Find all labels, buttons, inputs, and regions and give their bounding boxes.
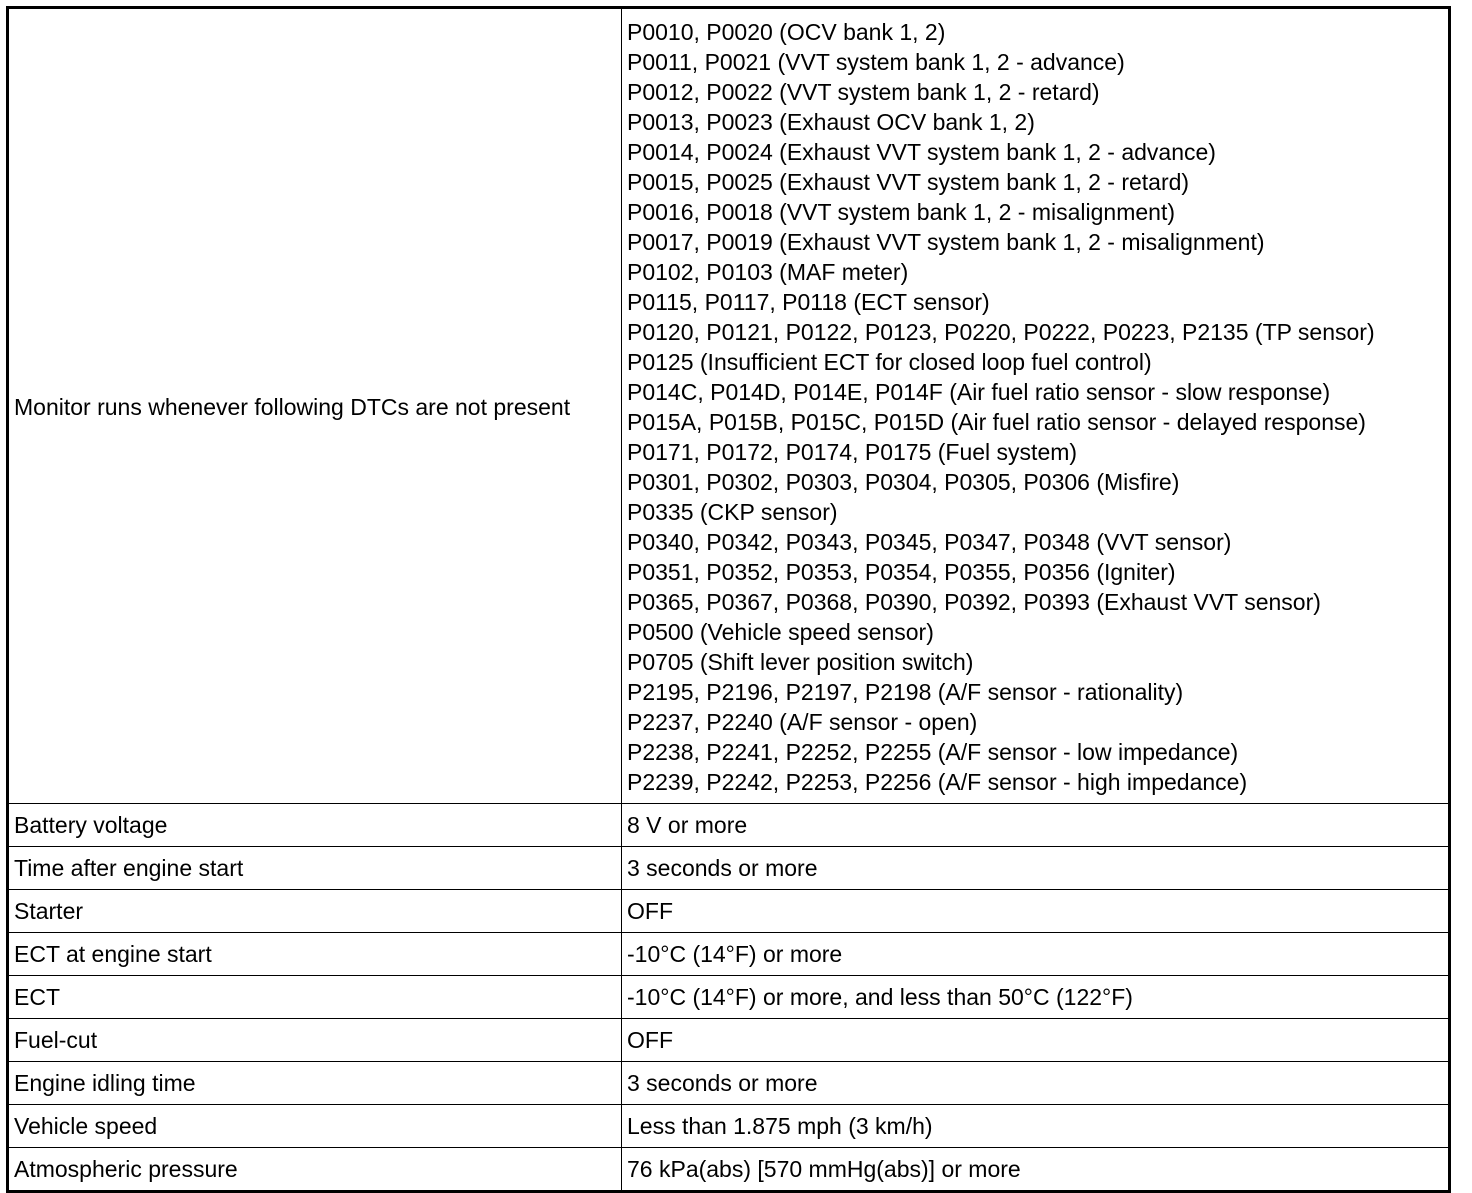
monitor-conditions-table [6,6,1451,1193]
dtc-list-item: P2238, P2241, P2252, P2255 (A/F sensor - low impedance) [627,739,1239,765]
dtc-list-item: P0014, P0024 (Exhaust VVT system bank 1, 2 - advance) [627,139,1216,165]
table-row [8,1019,1450,1062]
row-value-fuel-cut: OFF [622,1019,1450,1062]
dtc-list-item: P015A, P015B, P015C, P015D (Air fuel ratio sensor - delayed response) [627,409,1366,435]
conditions-table-container [6,6,1448,1180]
dtc-list-item: P0125 (Insufficient ECT for closed loop fuel control) [627,349,1152,375]
row-value-vehicle-speed: Less than 1.875 mph (3 km/h) [622,1105,1450,1148]
row-label-ect-at-start: ECT at engine start [8,933,622,976]
dtc-list-item: P0102, P0103 (MAF meter) [627,259,909,285]
dtc-list-item: P0016, P0018 (VVT system bank 1, 2 - misalignment) [627,199,1176,225]
table-row [8,847,1450,890]
row-label-atmospheric-pressure: Atmospheric pressure [8,1148,622,1192]
dtc-list-item: P0011, P0021 (VVT system bank 1, 2 - advance) [627,49,1125,75]
row-value-ect-at-start: -10°C (14°F) or more [622,933,1450,976]
row-label-ect: ECT [8,976,622,1019]
dtc-list-item: P2237, P2240 (A/F sensor - open) [627,709,978,735]
table-row [8,804,1450,847]
dtc-list-item: P0017, P0019 (Exhaust VVT system bank 1, 2 - misalignment) [627,229,1265,255]
row-value-battery-voltage: 8 V or more [622,804,1450,847]
dtc-list-item: P0115, P0117, P0118 (ECT sensor) [627,289,990,315]
row-label-engine-idling-time: Engine idling time [8,1062,622,1105]
dtc-list-item: P0012, P0022 (VVT system bank 1, 2 - retard) [627,79,1100,105]
dtc-condition-label: Monitor runs whenever following DTCs are not present [8,8,622,804]
row-label-starter: Starter [8,890,622,933]
dtc-list-item: P2195, P2196, P2197, P2198 (A/F sensor - rationality) [627,679,1184,705]
row-value-engine-idling-time: 3 seconds or more [622,1062,1450,1105]
dtc-list-item: P0335 (CKP sensor) [627,499,838,525]
dtc-list-item: P0301, P0302, P0303, P0304, P0305, P0306 (Misfire) [627,469,1180,495]
dtc-list-item: P0705 (Shift lever position switch) [627,649,974,675]
dtc-list-item: P0120, P0121, P0122, P0123, P0220, P0222, P0223, P2135 (TP sensor) [627,319,1375,345]
table-row [8,976,1450,1019]
dtc-list-item: P2239, P2242, P2253, P2256 (A/F sensor - high impedance) [627,769,1248,795]
row-label-battery-voltage: Battery voltage [8,804,622,847]
dtc-list-item: P014C, P014D, P014E, P014F (Air fuel ratio sensor - slow response) [627,379,1331,405]
dtc-list-item: P0010, P0020 (OCV bank 1, 2) [627,19,946,45]
table-row [8,1062,1450,1105]
dtc-list-item: P0340, P0342, P0343, P0345, P0347, P0348 (VVT sensor) [627,529,1232,555]
row-label-fuel-cut: Fuel-cut [8,1019,622,1062]
table-row [8,1148,1450,1192]
dtc-list-item: P0171, P0172, P0174, P0175 (Fuel system) [627,439,1078,465]
table-row [8,890,1450,933]
table-row [8,1105,1450,1148]
row-label-vehicle-speed: Vehicle speed [8,1105,622,1148]
dtc-condition-row [8,8,1450,804]
dtc-list-item: P0500 (Vehicle speed sensor) [627,619,934,645]
dtc-list-cell [622,8,1450,804]
row-value-atmospheric-pressure: 76 kPa(abs) [570 mmHg(abs)] or more [622,1148,1450,1192]
dtc-list-item: P0013, P0023 (Exhaust OCV bank 1, 2) [627,109,1035,135]
dtc-list-item: P0015, P0025 (Exhaust VVT system bank 1, 2 - retard) [627,169,1190,195]
dtc-list-item: P0365, P0367, P0368, P0390, P0392, P0393 (Exhaust VVT sensor) [627,589,1321,615]
row-value-ect: -10°C (14°F) or more, and less than 50°C (122°F) [622,976,1450,1019]
row-value-starter: OFF [622,890,1450,933]
dtc-list-item: P0351, P0352, P0353, P0354, P0355, P0356 (Igniter) [627,559,1176,585]
table-row [8,933,1450,976]
row-value-time-after-start: 3 seconds or more [622,847,1450,890]
row-label-time-after-start: Time after engine start [8,847,622,890]
